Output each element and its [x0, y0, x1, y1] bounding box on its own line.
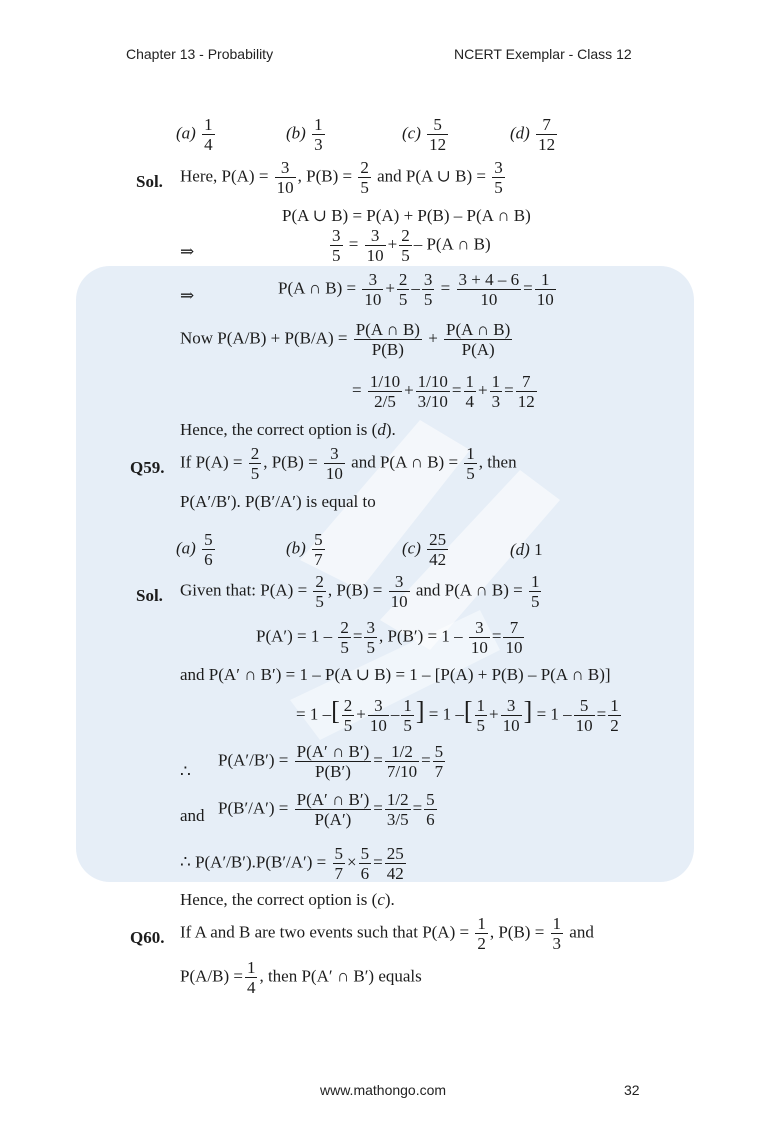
q59-option-b: (b) $\frac{5}{7}$ [286, 530, 323, 569]
implies-arrow: ⇒ [180, 286, 195, 305]
q60-question: If A and B are two events such that P(A) = $\frac{1}{2}$ , P(B) = $\frac{1}{3}$ and [180, 914, 594, 953]
fraction: $\frac{1}{4}$ [204, 115, 213, 154]
sol2-line7: ∴ P(A′/B′).P(B′/A′) = $\frac{5}{7}$ × $\frac{5}{6}$ = $\frac{25}{42}$ [180, 844, 404, 883]
footer-site: www.mathongo.com [320, 1082, 447, 1098]
q59-label: Q59. [130, 458, 165, 477]
page-number: 32 [624, 1082, 640, 1098]
q60-label: Q60. [130, 928, 165, 947]
q59-option-d: (d) 1 [510, 540, 543, 559]
q58-option-c: (c) $\frac{5}{12}$ [402, 115, 447, 154]
sol1-step3: $\frac{3}{5}$ = $\frac{3}{10}$ + $\frac{2}{5}$ – P(A ∩ B) [332, 226, 491, 265]
implies-arrow: ⇒ [180, 242, 195, 261]
q59-option-a: (a) $\frac{5}{6}$ [176, 530, 213, 569]
q58-option-d: (d) $\frac{7}{12}$ [510, 115, 556, 154]
sol1-step4: P(A ∩ B) = $\frac{3}{10}$ + $\frac{2}{5}$ – $\frac{3}{5}$ = $\frac{3 + 4 - 6}{10}$ = $\frac{1}{10}$ [278, 270, 554, 309]
book-title: NCERT Exemplar - Class 12 [454, 46, 632, 62]
q59-question-line2: P(A′/B′). P(B′/A′) is equal to [180, 492, 376, 511]
therefore-symbol: ∴ [180, 762, 191, 781]
sol1-given: Here, P(A) = $\frac{3}{10}$ , P(B) = $\frac{2}{5}$ and P(A ∪ B) = $\frac{3}{5}$ [180, 158, 503, 197]
and-word: and [180, 806, 205, 825]
sol1-step5: Now P(A/B) + P(B/A) = $\frac{P(A \cap B)}{P(B)}$ + $\frac{P(A \cap B)}{P(A)}$ [180, 320, 511, 359]
sol2-line5: P(A′/B′) = $\frac{P(A' \cap B')}{P(B')}$ = $\frac{1/2}{7/10}$ = $\frac{5}{7}$ [218, 742, 444, 781]
sol2-line6: P(B′/A′) = $\frac{P(A' \cap B')}{P(A')}$ = $\frac{1/2}{3/5}$ = $\frac{5}{6}$ [218, 790, 435, 829]
q58-option-a: (a) $\frac{1}{4}$ [176, 115, 213, 154]
sol2-label: Sol. [136, 586, 163, 605]
q59-question: If P(A) = $\frac{2}{5}$ , P(B) = $\frac{3}{10}$ and P(A ∩ B) = $\frac{1}{5}$ , then [180, 444, 517, 483]
sol2-given: Given that: P(A) = $\frac{2}{5}$ , P(B) = $\frac{3}{10}$ and P(A ∩ B) = $\frac{1}{5}$ [180, 572, 540, 611]
sol2-complements: P(A′) = 1 – $\frac{2}{5}$ = $\frac{3}{5}$ , P(B′) = 1 – $\frac{3}{10}$ = $\frac{7}{10}$ [256, 618, 523, 657]
q60-question-line2: P(A/B) = $\frac{1}{4}$ , then P(A′ ∩ B′) equals [180, 958, 422, 997]
sol2-conclusion: Hence, the correct option is (c). [180, 890, 395, 909]
q58-option-b: (b) $\frac{1}{3}$ [286, 115, 323, 154]
chapter-title: Chapter 13 - Probability [126, 46, 274, 62]
sol2-line4: = 1 –[ $\frac{2}{5}$ + $\frac{3}{10}$ – $\frac{1}{5}$ ] = 1 –[ $\frac{1}{5}$ + $\frac{3}{10}$ ] = 1 – $\frac{5}{10}$ = $\frac{1}{2}$ [296, 696, 619, 735]
sol1-label: Sol. [136, 172, 163, 191]
q59-option-c: (c) $\frac{25}{42}$ [402, 530, 447, 569]
sol1-conclusion: Hence, the correct option is (d). [180, 420, 396, 439]
sol2-line3: and P(A′ ∩ B′) = 1 – P(A ∪ B) = 1 – [P(A) + P(B) – P(A ∩ B)] [180, 665, 611, 684]
sol1-step6: = $\frac{1/10}{2/5}$ + $\frac{1/10}{3/10}$ = $\frac{1}{4}$ + $\frac{1}{3}$ = $\frac{7}{12}$ [352, 372, 535, 411]
sol1-formula: P(A ∪ B) = P(A) + P(B) – P(A ∩ B) [282, 206, 531, 225]
